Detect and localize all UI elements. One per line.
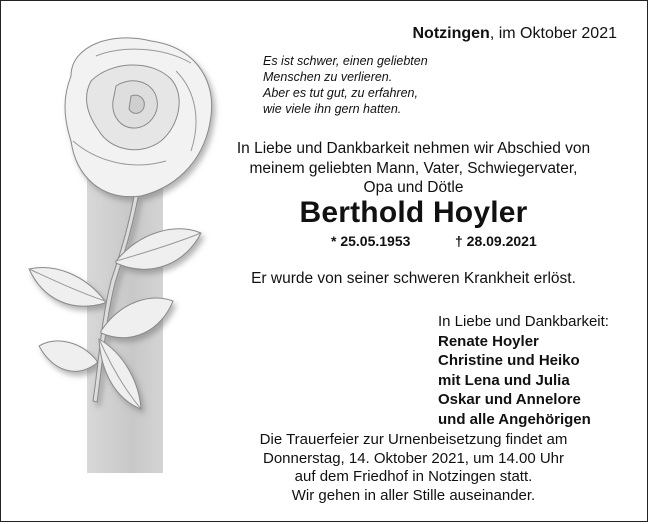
intro-line: Opa und Dötle [363,179,464,196]
mourner-name: und alle Angehörigen [438,410,591,428]
mourner-name: Renate Hoyler [438,332,539,350]
funeral-line: Wir gehen in aller Stille auseinander. [291,486,536,504]
funeral-line: auf dem Friedhof in Notzingen statt. [294,468,533,485]
life-dates [331,233,537,249]
intro-line: meinem geliebten Mann, Vater, Schwiegervater, [249,159,578,177]
mourner-name: mit Lena und Julia [438,371,570,389]
mourners-block [438,312,609,429]
quote-line: Es ist schwer, einen geliebten [263,54,428,68]
funeral-details [191,431,636,505]
place-and-date [413,25,618,43]
quote-line: Aber es tut gut, zu erfahren, [263,86,418,100]
redeemed-text: Er wurde von seiner schweren Krankheit erlöst. [251,270,576,287]
intro-line: In Liebe und Dankbarkeit nehmen wir Abschied von [236,140,591,157]
funeral-line: Die Trauerfeier zur Urnenbeisetzung findet am [259,431,568,448]
farewell-text [191,139,636,198]
mourner-name: Christine und Heiko [438,352,580,369]
birth-date: * 25.05.1953 [331,233,411,249]
death-date: † 28.09.2021 [455,233,537,249]
memorial-quote [263,53,428,117]
date: , im Oktober 2021 [489,25,617,42]
rose-illustration [1,1,251,501]
quote-line: wie viele ihn gern hatten. [263,102,402,116]
mourner-name: Oskar und Annelore [438,391,581,408]
mourners-heading: In Liebe und Dankbarkeit: [438,313,609,330]
deceased-name: Berthold Hoyler [299,196,528,229]
funeral-line: Donnerstag, 14. Oktober 2021, um 14.00 Uhr [262,449,564,467]
place: Notzingen [412,25,490,42]
quote-line: Menschen zu verlieren. [263,70,393,84]
